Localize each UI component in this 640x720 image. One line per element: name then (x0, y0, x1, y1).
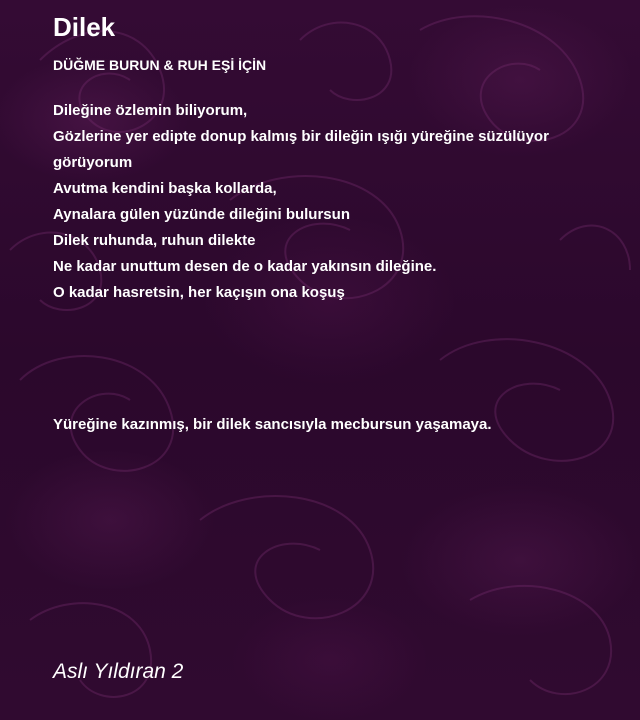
poem-final-line: Yüreğine kazınmış, bir dilek sancısıyla mecbursun yaşamaya. (53, 416, 492, 433)
poem-author: Aslı Yıldıran 2 (53, 660, 184, 683)
poem-line: Dileğine özlemin biliyorum, (53, 102, 248, 119)
poem-dedication: DÜĞME BURUN & RUH EŞİ İÇİN (53, 57, 267, 73)
poem-line: Dilek ruhunda, ruhun dilekte (53, 232, 256, 249)
poem-content (53, 12, 613, 306)
poem-stanza (53, 98, 613, 306)
poem-line: Gözlerine yer edipte donup kalmış bir dileğin ışığı yüreğine süzülüyor görüyorum (53, 128, 549, 171)
poem-line: Avutma kendini başka kollarda, (53, 180, 277, 197)
poem-line: Ne kadar unuttum desen de o kadar yakınsın dileğine. (53, 258, 437, 275)
poem-title: Dilek (53, 12, 116, 42)
poem-line: O kadar hasretsin, her kaçışın ona koşuş (53, 284, 345, 301)
poem-line: Aynalara gülen yüzünde dileğini bulursun (53, 206, 350, 223)
